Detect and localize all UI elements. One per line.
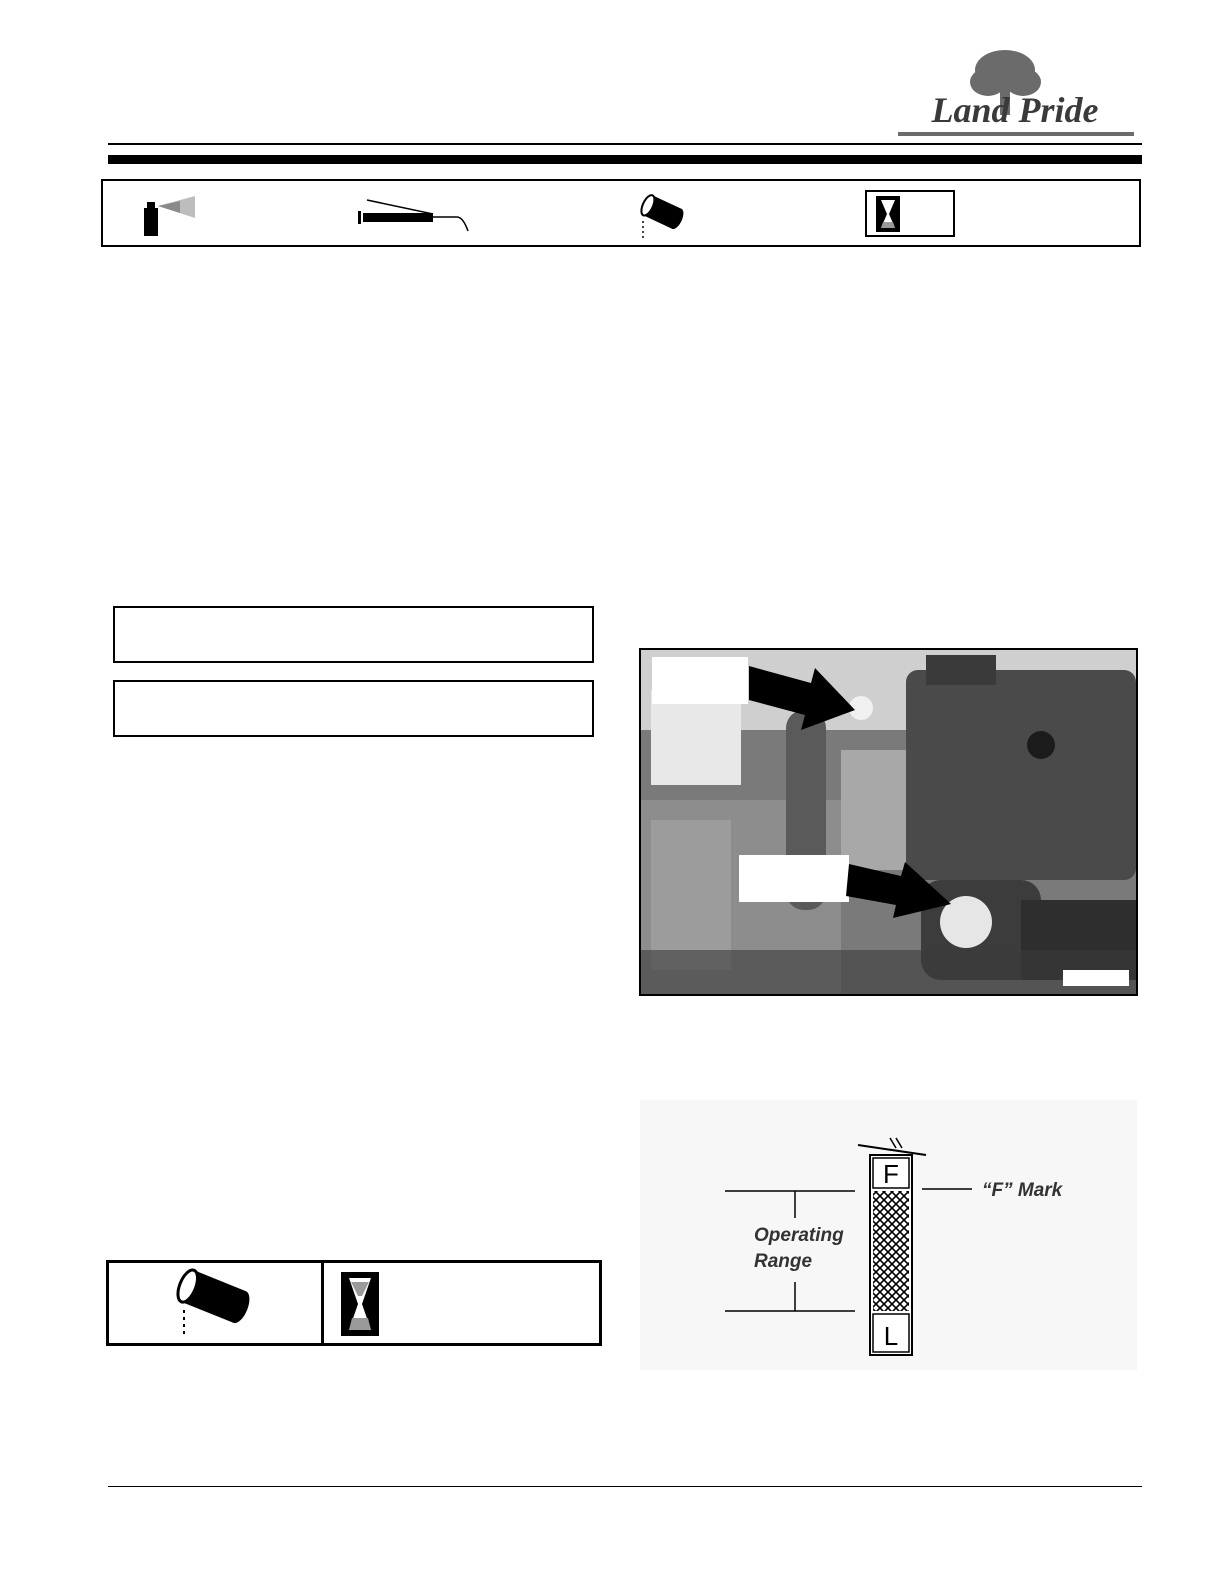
grease-gun-icon [355, 196, 475, 236]
gauge-l-letter: L [883, 1321, 899, 1351]
note-box [113, 680, 594, 737]
hourglass-icon [876, 196, 900, 232]
oil-can-icon [636, 193, 688, 241]
level-gauge-diagram [640, 1100, 1137, 1370]
f-mark-label: “F” Mark [982, 1180, 1063, 1201]
footer-rule [108, 1486, 1142, 1487]
maintenance-icon-bar [101, 179, 1141, 247]
engine-photo [639, 648, 1138, 996]
note-box [113, 606, 594, 663]
engine-photo-image [641, 650, 1136, 994]
header-rule-thin [108, 143, 1142, 145]
header-rule-thick [108, 155, 1142, 164]
logo-text: Land Pride [931, 90, 1099, 130]
operating-range-fill [873, 1191, 909, 1311]
land-pride-logo [880, 40, 1150, 150]
spray-can-icon [140, 193, 200, 238]
hourglass-icon [341, 1272, 379, 1336]
gauge-f-letter: F [883, 1159, 899, 1189]
oil-can-icon [170, 1268, 260, 1338]
operating-range-label-line1: Operating [754, 1225, 844, 1246]
table-divider [321, 1263, 324, 1343]
operating-range-label-line2: Range [754, 1251, 813, 1272]
